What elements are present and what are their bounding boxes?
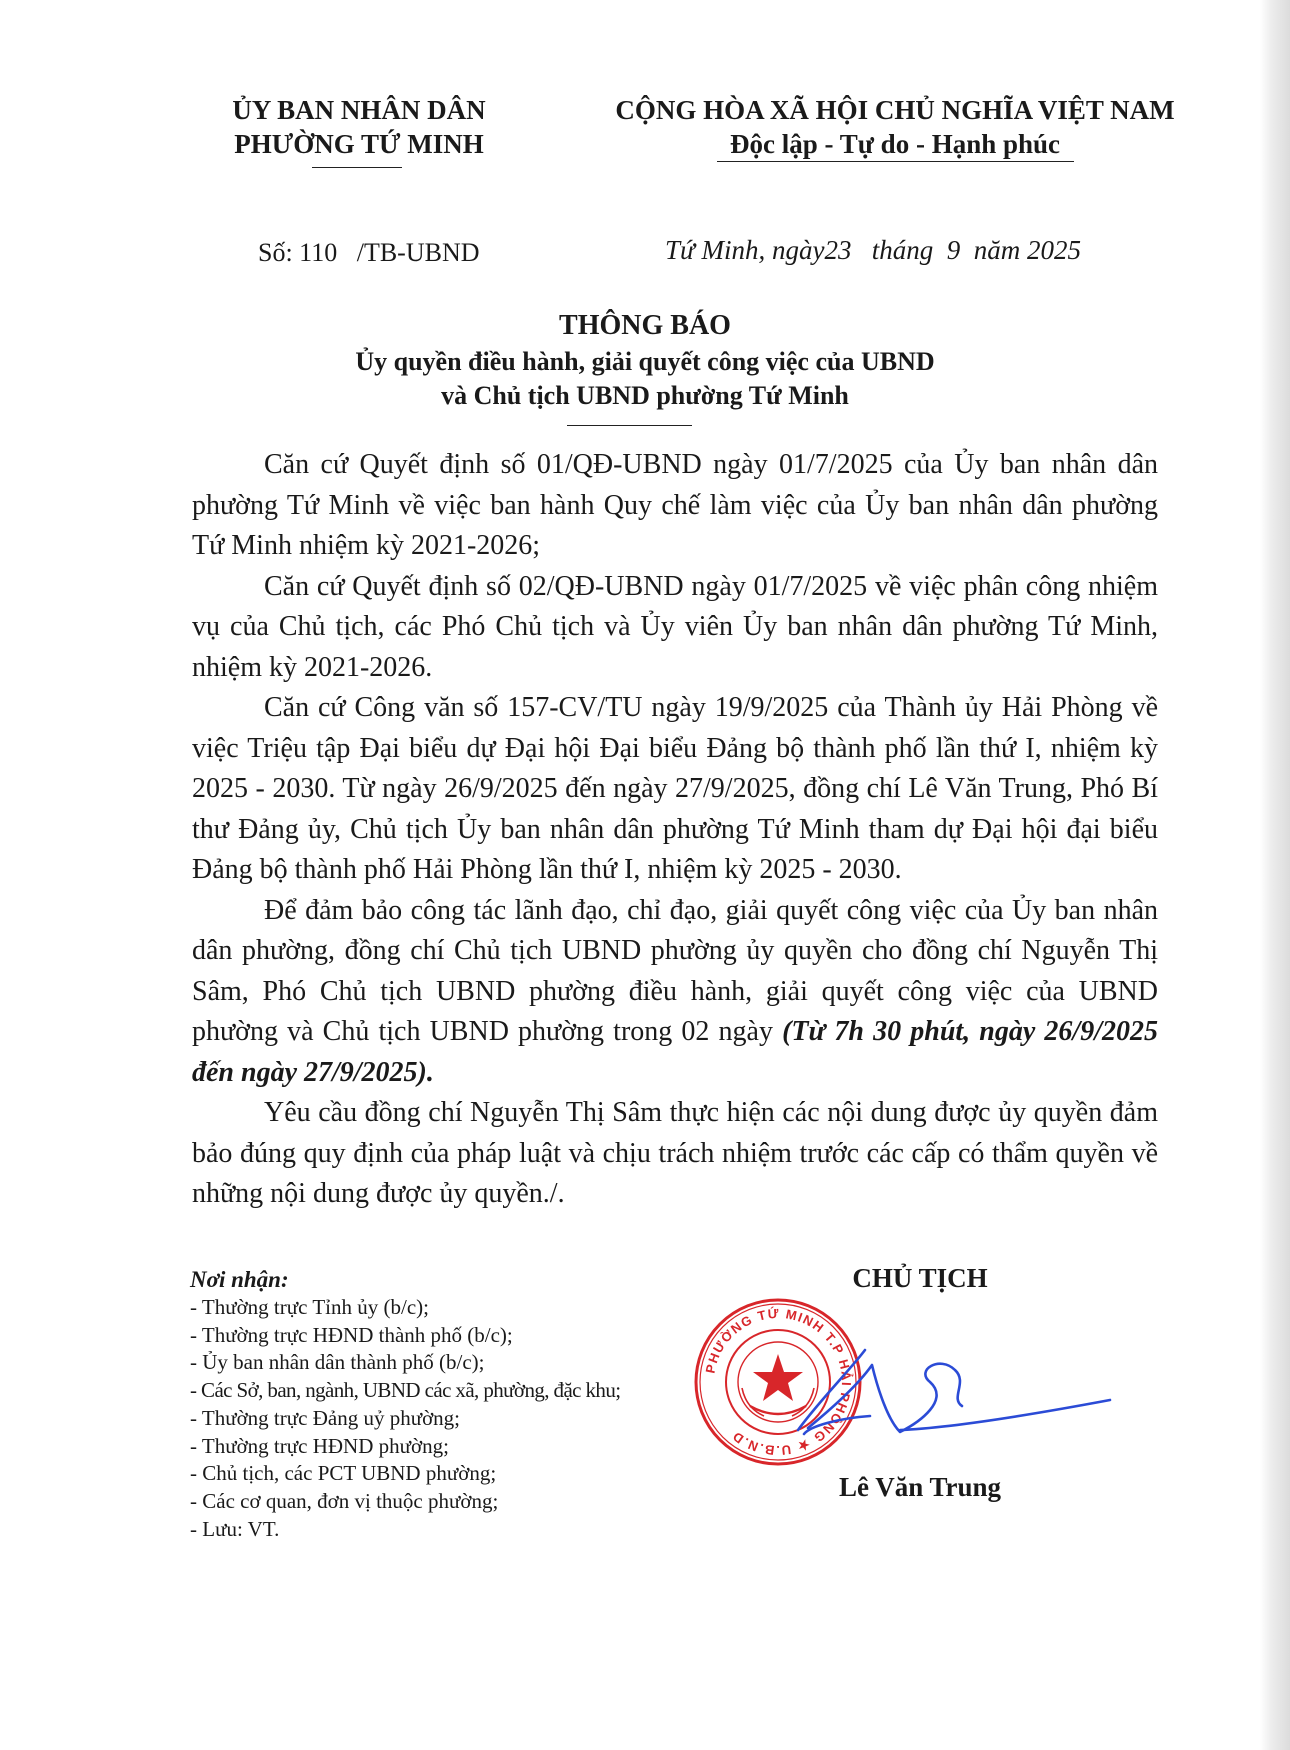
agency-underline: [312, 167, 402, 168]
recipient-item: - Lưu: VT.: [190, 1516, 280, 1541]
document-body: [192, 445, 1158, 1215]
document-subtitle-2: và Chủ tịch UBND phường Tứ Minh: [441, 381, 849, 410]
place-and-date: Tứ Minh, ngày23 tháng 9 năm 2025: [665, 235, 1081, 265]
authorization-text: Để đảm bảo công tác lãnh đạo, chỉ đạo, giải quyết công việc của Ủy ban nhân dân phường, đồng chí Chủ tịch UBND phường ủy quyền cho đồng chí Nguyễn Thị Sâm, Phó Chủ tịch UBND phường điều hành, giải quyết công việc của UBND phường và Chủ tịch UBND phường trong 02 ngày: [192, 894, 1158, 1047]
nation-line-2: Độc lập - Tự do - Hạnh phúc: [729, 129, 1061, 159]
paragraph-request: Yêu cầu đồng chí Nguyễn Thị Sâm thực hiện các nội dung được ủy quyền đảm bảo đúng quy định của pháp luật và chịu trách nhiệm trước các cấp có thẩm quyền về những nội dung được ủy quyền./.: [192, 1097, 1158, 1209]
issuing-agency: [186, 93, 532, 161]
recipient-item: - Thường trực Đảng uỷ phường;: [190, 1405, 461, 1430]
paragraph-basis-1: Căn cứ Quyết định số 01/QĐ-UBND ngày 01/7/2025 của Ủy ban nhân dân phường Tứ Minh về việc ban hành Quy chế làm việc của Ủy ban nhân dân phường Tứ Minh nhiệm kỳ 2021-2026;: [192, 449, 1158, 561]
svg-text:PHƯỜNG TỨ MINH T.P HẢI PHÒNG: PHƯỜNG TỨ MINH T.P HẢI PHÒNG ★ U.B.N.D: [702, 1305, 855, 1459]
recipient-item: - Thường trực HĐND phường;: [190, 1433, 449, 1458]
signer-name: Lê Văn Trung: [838, 1472, 1002, 1502]
document-title: THÔNG BÁO: [559, 310, 731, 341]
paragraph-basis-3: Căn cứ Công văn số 157-CV/TU ngày 19/9/2025 của Thành ủy Hải Phòng về việc Triệu tập Đại biểu dự Đại hội Đại biểu Đảng bộ thành phố lần thứ I, nhiệm kỳ 2025 - 2030. Từ ngày 26/9/2025 đến ngày 27/9/2025, đồng chí Lê Văn Trung, Phó Bí thư Đảng ủy, Chủ tịch Ủy ban nhân dân phường Tứ Minh tham dự Đại hội đại biểu Đảng bộ thành phố Hải Phòng lần thứ I, nhiệm kỳ 2025 - 2030.: [192, 692, 1158, 885]
recipients-block: [190, 1266, 620, 1543]
recipients-list: [190, 1294, 620, 1543]
agency-line-1: ỦY BAN NHÂN DÂN: [232, 95, 486, 125]
authorization-period: (Từ 7h 30 phút, ngày 26/9/2025 đến ngày 27/9/2025).: [192, 1016, 1158, 1088]
handwritten-signature: [780, 1330, 1120, 1450]
page-edge-shadow: [1260, 0, 1290, 1750]
national-motto: [600, 93, 1190, 161]
agency-line-2: PHƯỜNG TỨ MINH: [234, 129, 484, 159]
motto-underline: [717, 161, 1074, 162]
nation-line-1: CỘNG HÒA XÃ HỘI CHỦ NGHĨA VIỆT NAM: [615, 95, 1175, 125]
document-subtitle-1: Ủy quyền điều hành, giải quyết công việc của UBND: [355, 347, 935, 376]
title-underline: [567, 425, 692, 426]
recipient-item: - Thường trực HĐND thành phố (b/c);: [190, 1322, 513, 1347]
recipient-item: - Chủ tịch, các PCT UBND phường;: [190, 1461, 497, 1486]
recipient-item: - Các Sở, ban, ngành, UBND các xã, phường, đặc khu;: [190, 1378, 621, 1403]
signer-title: CHỦ TỊCH: [852, 1263, 988, 1293]
recipient-item: - Thường trực Tỉnh ủy (b/c);: [190, 1295, 429, 1319]
recipient-item: - Các cơ quan, đơn vị thuộc phường;: [190, 1488, 499, 1513]
recipient-item: - Ủy ban nhân dân thành phố (b/c);: [190, 1350, 485, 1375]
paragraph-authorization: [192, 891, 1158, 1094]
document-number: Số: 110 /TB-UBND: [258, 238, 480, 267]
recipients-heading: Nơi nhận:: [190, 1267, 289, 1292]
paragraph-basis-2: Căn cứ Quyết định số 02/QĐ-UBND ngày 01/7/2025 về việc phân công nhiệm vụ của Chủ tịch, các Phó Chủ tịch và Ủy viên Ủy ban nhân dân phường Tứ Minh, nhiệm kỳ 2021-2026.: [192, 570, 1158, 683]
